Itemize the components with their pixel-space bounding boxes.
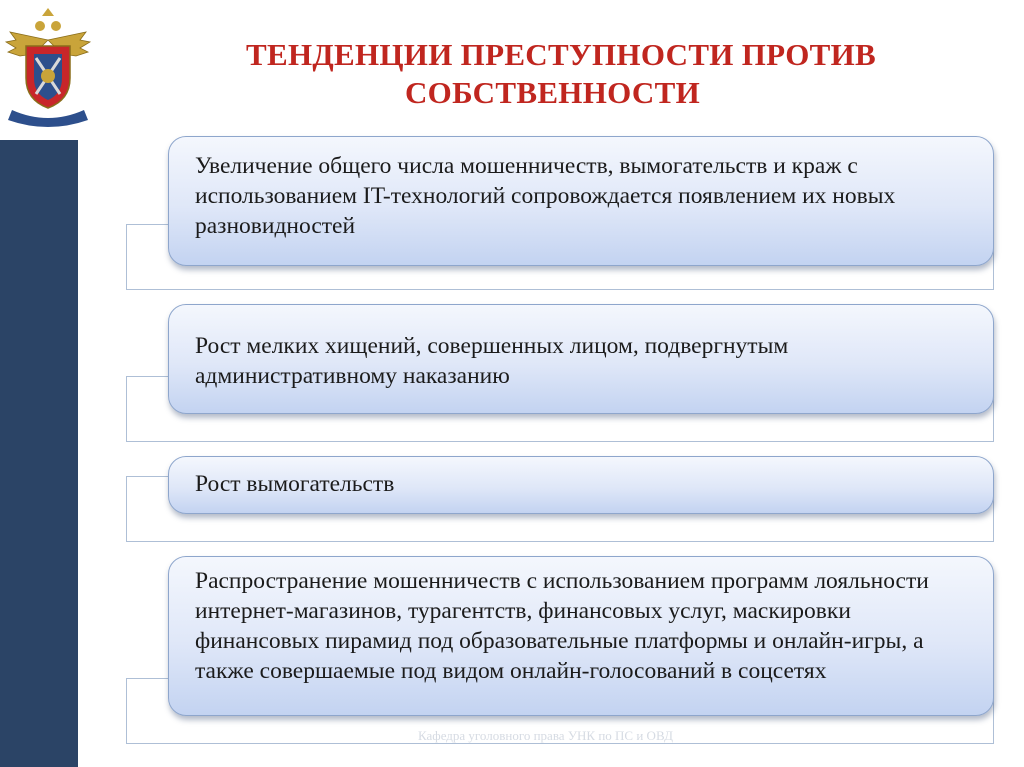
page-title bbox=[200, 36, 990, 112]
trend-item-2 bbox=[126, 304, 994, 442]
trend-box: Рост мелких хищений, совершенных лицом, подвергнутым административному наказанию bbox=[168, 304, 994, 414]
trend-box: Увеличение общего числа мошенничеств, вымогательств и краж с использованием IT-технологий сопровождается появлением их новых разновидностей bbox=[168, 136, 994, 266]
title-line-1: ТЕНДЕНЦИИ ПРЕСТУПНОСТИ ПРОТИВ bbox=[246, 37, 877, 72]
trend-box: Рост вымогательств bbox=[168, 456, 994, 514]
emblem-icon bbox=[4, 2, 92, 128]
trend-item-3 bbox=[126, 456, 994, 542]
title-line-2: СОБСТВЕННОСТИ bbox=[405, 75, 700, 110]
trend-item-4 bbox=[126, 556, 994, 744]
trend-item-1 bbox=[126, 136, 994, 290]
footer-text: Кафедра уголовного права УНК по ПС и ОВД bbox=[418, 728, 673, 743]
trend-box: Распространение мошенничеств с использованием программ лояльности интернет-магазинов, турагентств, финансовых услуг, маскировки финансовых пирамид под образовательные платформы и онлайн-игры, а также совершаемые под видом онлайн-голосований в соцсетях bbox=[168, 556, 994, 716]
side-bar bbox=[0, 140, 78, 767]
